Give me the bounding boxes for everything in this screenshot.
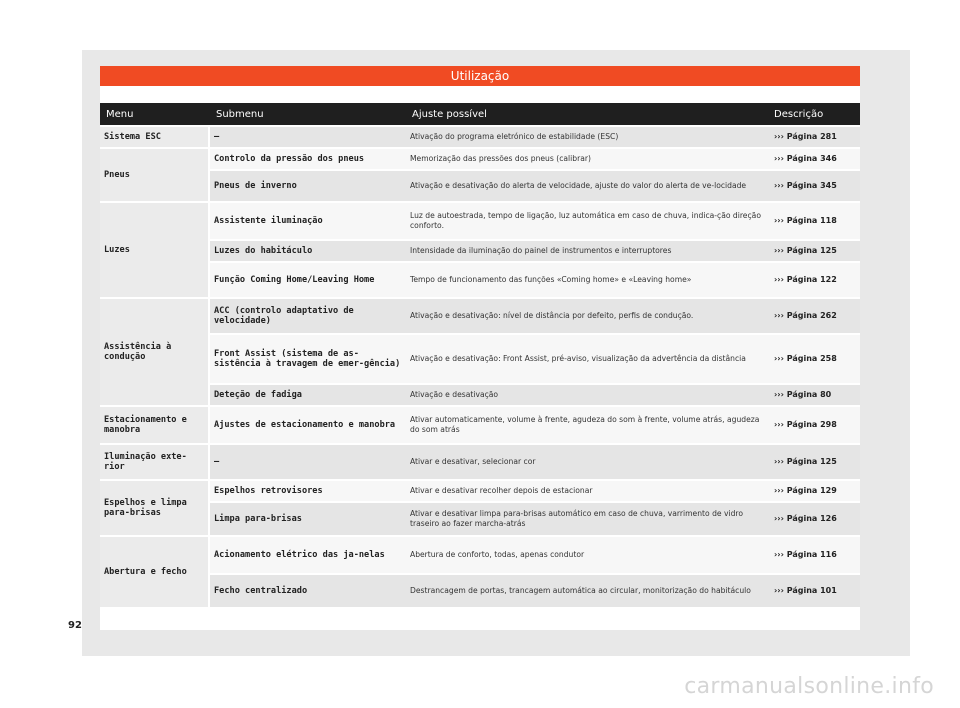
adjust-cell: Ativação e desativação [406, 385, 768, 405]
page-reference-link[interactable]: Página 298 [786, 420, 837, 429]
adjust-cell: Destrancagem de portas, trancagem automática ao circular, monitorização do habitáculo [406, 575, 768, 607]
submenu-cell: Controlo da pressão dos pneus [210, 149, 406, 169]
page-reference-cell[interactable] [768, 575, 860, 607]
menu-cell: Sistema ESC [100, 127, 210, 147]
arrow-icon: ››› [774, 486, 784, 495]
table-row [100, 445, 860, 479]
adjust-cell: Ativar automaticamente, volume à frente, agudeza do som à frente, volume atrás, agudeza do som atrás [406, 407, 768, 443]
table-body [100, 127, 860, 607]
watermark: carmanualsonline.info [684, 674, 934, 699]
submenu-cell: Deteção de fadiga [210, 385, 406, 405]
table-row [100, 503, 860, 535]
adjust-cell: Intensidade da iluminação do painel de instrumentos e interruptores [406, 241, 768, 261]
page-reference-link[interactable]: Página 116 [786, 550, 837, 559]
page-reference-link[interactable]: Página 125 [786, 457, 837, 466]
submenu-cell: ACC (controlo adaptativo de velocidade) [210, 299, 406, 333]
page-reference-link[interactable]: Página 80 [786, 390, 832, 399]
page-reference-cell[interactable] [768, 149, 860, 169]
page-reference-cell[interactable] [768, 407, 860, 443]
submenu-cell: Assistente iluminação [210, 203, 406, 239]
page-reference-link[interactable]: Página 281 [786, 132, 837, 141]
arrow-icon: ››› [774, 246, 784, 255]
submenu-cell: – [210, 127, 406, 147]
submenu-cell: – [210, 445, 406, 479]
settings-menu-table [100, 101, 860, 609]
table-row [100, 171, 860, 201]
table-row [100, 263, 860, 297]
adjust-cell: Ativação e desativação: nível de distância por defeito, perfis de condução. [406, 299, 768, 333]
page-reference-cell[interactable] [768, 127, 860, 147]
adjust-cell: Ativação e desativação: Front Assist, pré-aviso, visualização da advertência da distância [406, 335, 768, 383]
table-row [100, 385, 860, 405]
arrow-icon: ››› [774, 354, 784, 363]
menu-cell: Estacionamento e manobra [100, 407, 210, 443]
header-description: Descrição [768, 103, 860, 125]
page-reference-cell[interactable] [768, 203, 860, 239]
page-reference-cell[interactable] [768, 335, 860, 383]
table-header-row [100, 103, 860, 125]
page-reference-link[interactable]: Página 118 [786, 216, 837, 225]
submenu-cell: Espelhos retrovisores [210, 481, 406, 501]
adjust-cell: Ativar e desativar, selecionar cor [406, 445, 768, 479]
header-menu: Menu [100, 103, 210, 125]
arrow-icon: ››› [774, 275, 784, 284]
adjust-cell: Ativação e desativação do alerta de velocidade, ajuste do valor do alerta de ve-locidade [406, 171, 768, 201]
arrow-icon: ››› [774, 154, 784, 163]
submenu-cell: Fecho centralizado [210, 575, 406, 607]
submenu-cell: Função Coming Home/Leaving Home [210, 263, 406, 297]
arrow-icon: ››› [774, 586, 784, 595]
table-row [100, 127, 860, 147]
menu-cell: Assistência à condução [100, 299, 210, 405]
page-reference-cell[interactable] [768, 503, 860, 535]
adjust-cell: Memorização das pressões dos pneus (calibrar) [406, 149, 768, 169]
page-number: 92 [68, 620, 82, 631]
submenu-cell: Luzes do habitáculo [210, 241, 406, 261]
header-adjust: Ajuste possível [406, 103, 768, 125]
arrow-icon: ››› [774, 457, 784, 466]
submenu-cell: Pneus de inverno [210, 171, 406, 201]
adjust-cell: Luz de autoestrada, tempo de ligação, luz automática em caso de chuva, indica-ção direção conforto. [406, 203, 768, 239]
page-reference-link[interactable]: Página 345 [786, 181, 837, 190]
page-reference-link[interactable]: Página 258 [786, 354, 837, 363]
arrow-icon: ››› [774, 216, 784, 225]
table-row [100, 335, 860, 383]
menu-cell: Luzes [100, 203, 210, 297]
submenu-cell: Limpa para-brisas [210, 503, 406, 535]
page-reference-cell[interactable] [768, 537, 860, 573]
page-reference-link[interactable]: Página 129 [786, 486, 837, 495]
submenu-cell: Front Assist (sistema de as-sistência à travagem de emer-gência) [210, 335, 406, 383]
page-reference-cell[interactable] [768, 263, 860, 297]
arrow-icon: ››› [774, 420, 784, 429]
menu-cell: Iluminação exte-rior [100, 445, 210, 479]
page-reference-cell[interactable] [768, 385, 860, 405]
table-row [100, 537, 860, 573]
menu-cell: Pneus [100, 149, 210, 201]
adjust-cell: Ativar e desativar recolher depois de estacionar [406, 481, 768, 501]
page-reference-cell[interactable] [768, 445, 860, 479]
page-reference-link[interactable]: Página 126 [786, 514, 837, 523]
arrow-icon: ››› [774, 390, 784, 399]
header-submenu: Submenu [210, 103, 406, 125]
adjust-cell: Ativação do programa eletrónico de estabilidade (ESC) [406, 127, 768, 147]
submenu-cell: Ajustes de estacionamento e manobra [210, 407, 406, 443]
page-reference-link[interactable]: Página 125 [786, 246, 837, 255]
page-reference-link[interactable]: Página 346 [786, 154, 837, 163]
menu-cell: Abertura e fecho [100, 537, 210, 607]
adjust-cell: Abertura de conforto, todas, apenas condutor [406, 537, 768, 573]
section-title-banner: Utilização [100, 66, 860, 86]
page-reference-cell[interactable] [768, 481, 860, 501]
page-reference-link[interactable]: Página 122 [786, 275, 837, 284]
table-row [100, 481, 860, 501]
arrow-icon: ››› [774, 514, 784, 523]
page-reference-cell[interactable] [768, 241, 860, 261]
table-row [100, 149, 860, 169]
table-row [100, 407, 860, 443]
table-row [100, 575, 860, 607]
arrow-icon: ››› [774, 311, 784, 320]
page-reference-cell[interactable] [768, 171, 860, 201]
arrow-icon: ››› [774, 550, 784, 559]
arrow-icon: ››› [774, 132, 784, 141]
page-reference-cell[interactable] [768, 299, 860, 333]
menu-cell: Espelhos e limpa para-brisas [100, 481, 210, 535]
submenu-cell: Acionamento elétrico das ja-nelas [210, 537, 406, 573]
adjust-cell: Tempo de funcionamento das funções «Coming home» e «Leaving home» [406, 263, 768, 297]
adjust-cell: Ativar e desativar limpa para-brisas automático em caso de chuva, varrimento de vidro traseiro ao fazer marcha-atrás [406, 503, 768, 535]
arrow-icon: ››› [774, 181, 784, 190]
table-row [100, 203, 860, 239]
table-row [100, 299, 860, 333]
page-reference-link[interactable]: Página 101 [786, 586, 837, 595]
table-row [100, 241, 860, 261]
page-reference-link[interactable]: Página 262 [786, 311, 837, 320]
